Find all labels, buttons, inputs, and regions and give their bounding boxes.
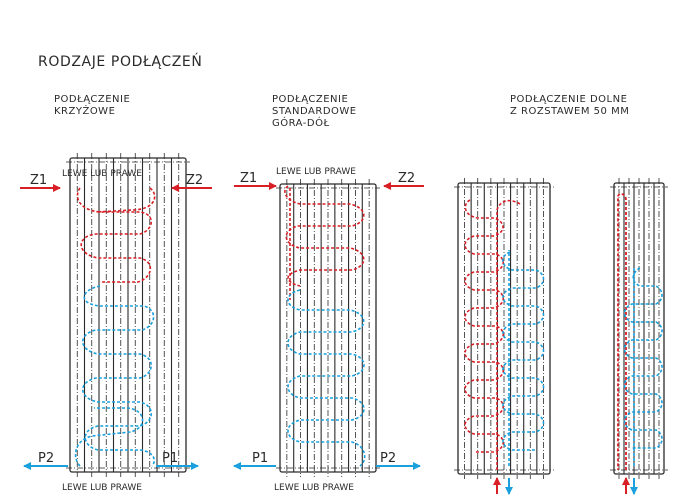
port-label-p1: P1 [162,451,179,466]
side-label-bottom: LEWE LUB PRAWE [274,483,354,493]
caption-line: PODŁĄCZENIE [54,94,131,105]
port-label-z2: Z2 [186,173,204,188]
caption-line: GÓRA-DÓŁ [272,118,330,129]
port-label-z2: Z2 [398,171,416,186]
page-title: RODZAJE PODŁĄCZEŃ [38,54,203,70]
caption-line: Z ROZSTAWEM 50 MM [510,106,630,117]
supply-flow-path [96,188,155,212]
radiator-frame [276,179,380,477]
radiator-standard [276,179,380,477]
port-label-p1: P1 [252,451,269,466]
port-label-z1: Z1 [240,171,258,186]
radiator-bottom-b [610,178,668,494]
radiator-cross [66,153,190,477]
port-label-p2: P2 [380,451,397,466]
caption-line: PODŁĄCZENIE [272,94,349,105]
port-label-p2: P2 [38,451,55,466]
radiator-frame [66,153,190,477]
return-flow-path [288,290,365,466]
port-label-z1: Z1 [30,173,48,188]
caption-line: PODŁĄCZENIE DOLNE [510,94,628,105]
supply-flow-path [77,188,151,282]
supply-flow-path [285,186,364,286]
caption-line: STANDARDOWE [272,106,357,117]
side-label-top: LEWE LUB PRAWE [276,167,356,177]
side-label-bottom: LEWE LUB PRAWE [62,483,142,493]
radiator-bottom-a [454,178,554,494]
side-label-top: LEWE LUB PRAWE [62,169,142,179]
caption-line: KRZYŻOWE [54,106,116,117]
return-flow-path [625,268,663,448]
return-flow-path [83,286,154,466]
